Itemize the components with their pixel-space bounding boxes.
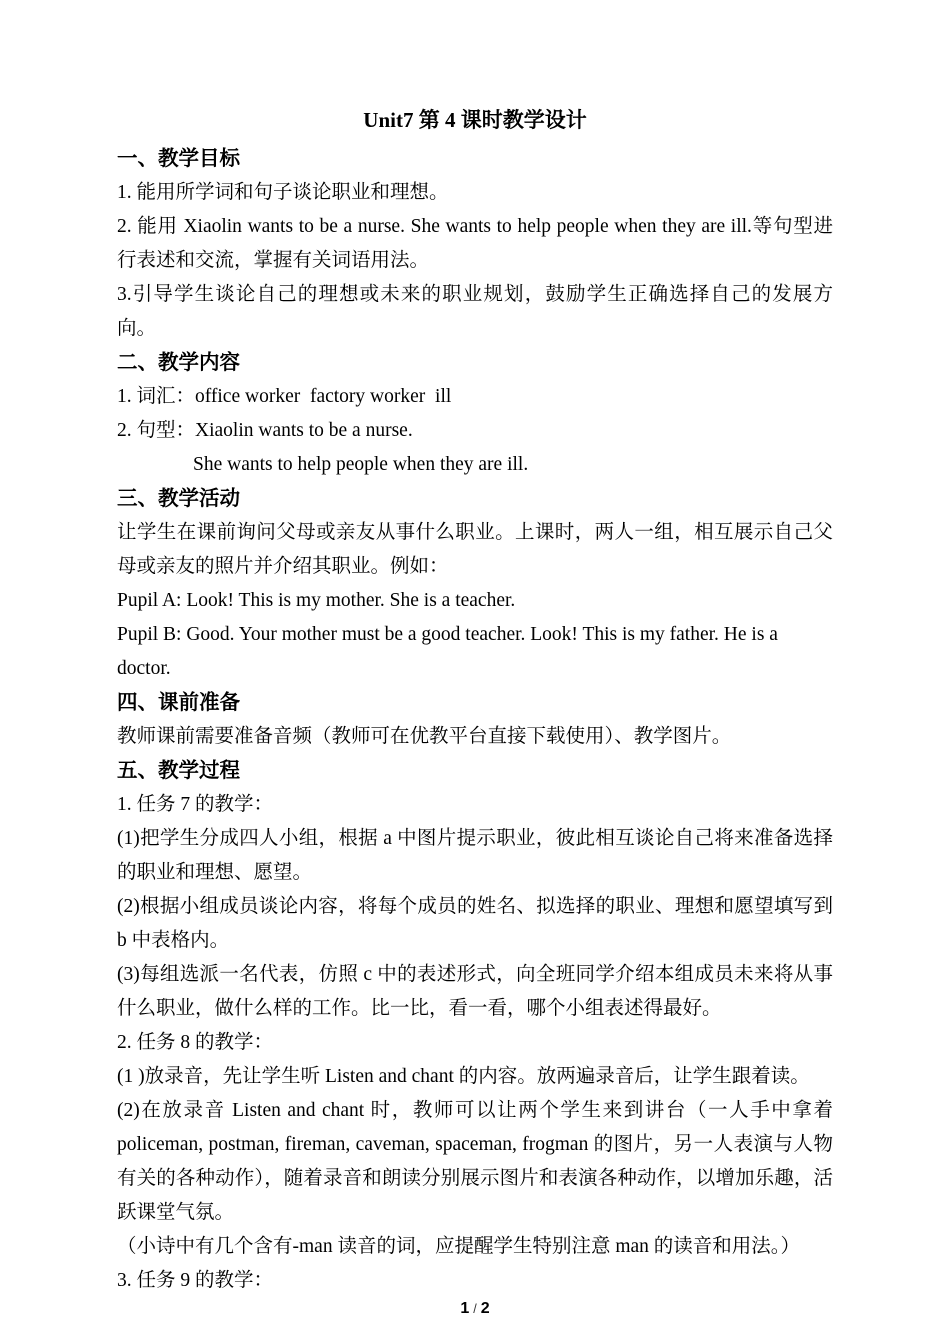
page-footer bbox=[0, 1300, 950, 1318]
page-title: Unit7 第 4 课时教学设计 bbox=[363, 108, 587, 132]
task7-step-3: (3)每组选派一名代表，仿照 c 中的表述形式，向全班同学介绍本组成员未来将从事什么职业，做什么样的工作。比一比，看一看，哪个小组表述得最好。 bbox=[117, 964, 833, 1019]
objective-item-3: 3.引导学生谈论自己的理想或未来的职业规划，鼓励学生正确选择自己的发展方向。 bbox=[117, 284, 833, 339]
task8-step-1: (1 )放录音，先让学生听 Listen and chant 的内容。放两遍录音后，让学生跟着读。 bbox=[117, 1066, 810, 1087]
task7-step-1: (1)把学生分成四人小组，根据 a 中图片提示职业，彼此相互谈论自己将来准备选择的职业和理想、愿望。 bbox=[117, 828, 833, 883]
footer-current-page: 1 bbox=[460, 1300, 470, 1317]
vocabulary-line: 1. 词汇：office worker factory worker ill bbox=[117, 386, 452, 407]
dialogue-pupil-a: Pupil A: Look! This is my mother. She is a teacher. bbox=[117, 590, 516, 611]
objective-item-1: 1. 能用所学词和句子谈论职业和理想。 bbox=[117, 182, 449, 203]
task8-title: 2. 任务 8 的教学： bbox=[117, 1032, 274, 1053]
section-heading-teaching-objectives: 一、教学目标 bbox=[117, 148, 240, 170]
section-teaching-content bbox=[117, 346, 833, 482]
task7-title: 1. 任务 7 的教学： bbox=[117, 794, 274, 815]
task8-note: （小诗中有几个含有-man 读音的词，应提醒学生特别注意 man 的读音和用法。） bbox=[117, 1236, 801, 1257]
sentence-pattern-continuation: She wants to help people when they are ill. bbox=[193, 454, 529, 475]
task8-step-2: (2)在放录音 Listen and chant 时，教师可以让两个学生来到讲台（一人手中拿着 policeman, postman, fireman, caveman, spaceman, frogman 的图片，另一人表演与人物有关的各种动作），随着录音和朗读分别展示图片和表演各种动作，以增加乐趣，活跃课堂气氛。 bbox=[117, 1100, 838, 1223]
dialogue-pupil-b: Pupil B: Good. Your mother must be a good teacher. Look! This is my father. He is a doctor. bbox=[117, 624, 783, 679]
objective-item-2: 2. 能用 Xiaolin wants to be a nurse. She wants to help people when they are ill.等句型进行表述和交流，掌握有关词语用法。 bbox=[117, 216, 833, 271]
section-teaching-process bbox=[117, 754, 838, 1298]
section-teaching-objectives bbox=[117, 142, 833, 346]
sentence-pattern-line: 2. 句型：Xiaolin wants to be a nurse. bbox=[117, 420, 413, 441]
section-heading-teaching-process: 五、教学过程 bbox=[117, 760, 240, 782]
section-teaching-activities bbox=[117, 482, 833, 686]
section-pre-class-preparation bbox=[117, 686, 833, 754]
footer-page-separator: / bbox=[473, 1302, 477, 1316]
task9-title: 3. 任务 9 的教学： bbox=[117, 1270, 274, 1291]
footer-total-pages: 2 bbox=[480, 1300, 490, 1317]
preparation-note: 教师课前需要准备音频（教师可在优教平台直接下载使用）、教学图片。 bbox=[117, 726, 732, 747]
section-heading-teaching-activities: 三、教学活动 bbox=[117, 488, 240, 510]
section-heading-teaching-content: 二、教学内容 bbox=[117, 352, 240, 374]
task7-step-2: (2)根据小组成员谈论内容，将每个成员的姓名、拟选择的职业、理想和愿望填写到 b 中表格内。 bbox=[117, 896, 838, 951]
section-heading-pre-class-preparation: 四、课前准备 bbox=[117, 692, 240, 714]
activity-description: 让学生在课前询问父母或亲友从事什么职业。上课时，两人一组，相互展示自己父母或亲友的照片并介绍其职业。例如： bbox=[117, 522, 833, 577]
